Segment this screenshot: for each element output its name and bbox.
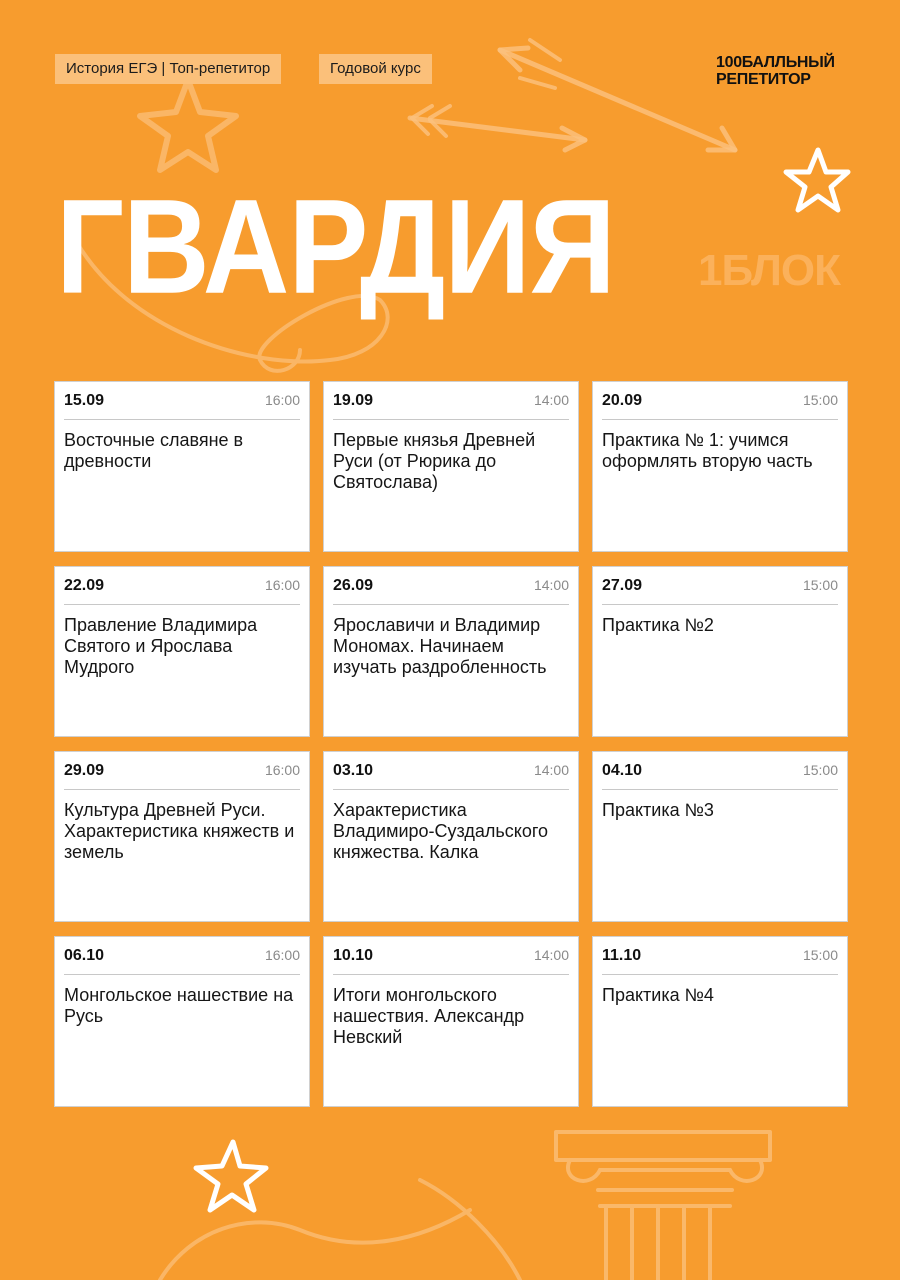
lesson-time: 16:00: [264, 392, 300, 408]
lesson-card: [592, 381, 848, 552]
lesson-date: 06.10: [64, 947, 105, 964]
lesson-time: 15:00: [802, 762, 838, 778]
star-icon: [786, 150, 848, 210]
lesson-card: [592, 566, 848, 737]
lesson-time: 15:00: [802, 392, 838, 408]
lesson-date: 19.09: [333, 392, 374, 409]
lesson-date: 22.09: [64, 577, 105, 594]
lesson-topic: Первые князья Древней Руси (от Рюрика до Святослава): [333, 430, 536, 492]
lesson-card: [323, 751, 579, 922]
lesson-topic: Правление Владимира Святого и Ярослава Мудрого: [64, 615, 258, 677]
lesson-date: 10.10: [333, 947, 374, 964]
lesson-card-header: [602, 762, 838, 790]
lesson-topic: Практика № 1: учимся оформлять вторую часть: [602, 430, 813, 471]
lesson-topic: Монгольское нашествие на Русь: [64, 985, 294, 1026]
lesson-card: [323, 381, 579, 552]
lesson-card-header: [333, 762, 569, 790]
lesson-card: [592, 751, 848, 922]
lesson-topic: Ярославичи и Владимир Мономах. Начинаем изучать раздробленность: [333, 615, 547, 677]
lesson-topic: Восточные славяне в древности: [64, 430, 244, 471]
lesson-time: 14:00: [533, 577, 569, 593]
lesson-card: [54, 936, 310, 1107]
lesson-topic: Практика №2: [602, 615, 714, 635]
column-icon: [556, 1132, 770, 1280]
subject-tag: История ЕГЭ | Топ-репетитор: [55, 54, 281, 84]
lesson-card: [323, 566, 579, 737]
lesson-card-header: [64, 392, 300, 420]
course-title: ГВАРДИЯ: [56, 171, 615, 322]
lesson-time: 14:00: [533, 947, 569, 963]
lesson-card: [54, 381, 310, 552]
lesson-time: 14:00: [533, 762, 569, 778]
lesson-card: [323, 936, 579, 1107]
lesson-date: 26.09: [333, 577, 374, 594]
lesson-card-header: [64, 577, 300, 605]
lesson-card: [592, 936, 848, 1107]
lesson-card-header: [333, 392, 569, 420]
lesson-date: 20.09: [602, 392, 643, 409]
lesson-time: 15:00: [802, 947, 838, 963]
block-label: 1БЛОК: [698, 246, 840, 295]
star-icon: [140, 80, 236, 170]
brand-logo: [716, 54, 835, 88]
lesson-card: [54, 751, 310, 922]
lesson-card-header: [602, 392, 838, 420]
lesson-card-header: [602, 577, 838, 605]
lesson-date: 03.10: [333, 762, 374, 779]
lesson-topic: Культура Древней Руси. Характеристика княжеств и земель: [64, 800, 295, 862]
lesson-card-header: [64, 947, 300, 975]
lesson-time: 16:00: [264, 577, 300, 593]
lesson-date: 29.09: [64, 762, 105, 779]
lesson-time: 16:00: [264, 762, 300, 778]
lesson-grid: [54, 381, 848, 1107]
lesson-date: 04.10: [602, 762, 643, 779]
logo-line-1: 100БАЛЛЬНЫЙ: [716, 54, 835, 71]
lesson-topic: Практика №4: [602, 985, 714, 1005]
logo-line-2: РЕПЕТИТОР: [716, 71, 811, 88]
lesson-date: 11.10: [602, 947, 642, 964]
star-icon: [196, 1142, 266, 1210]
course-type-tag: Годовой курс: [319, 54, 432, 84]
lesson-time: 15:00: [802, 577, 838, 593]
lesson-card: [54, 566, 310, 737]
arrow-icon: [410, 106, 585, 150]
lesson-card-header: [333, 947, 569, 975]
lesson-topic: Практика №3: [602, 800, 714, 820]
lesson-card-header: [602, 947, 838, 975]
lesson-date: 27.09: [602, 577, 643, 594]
lesson-time: 14:00: [533, 392, 569, 408]
lesson-topic: Итоги монгольского нашествия. Александр Невский: [333, 985, 525, 1047]
lesson-time: 16:00: [264, 947, 300, 963]
lesson-topic: Характеристика Владимиро-Суздальского княжества. Калка: [333, 800, 549, 862]
lesson-card-header: [64, 762, 300, 790]
lesson-date: 15.09: [64, 392, 105, 409]
lesson-card-header: [333, 577, 569, 605]
